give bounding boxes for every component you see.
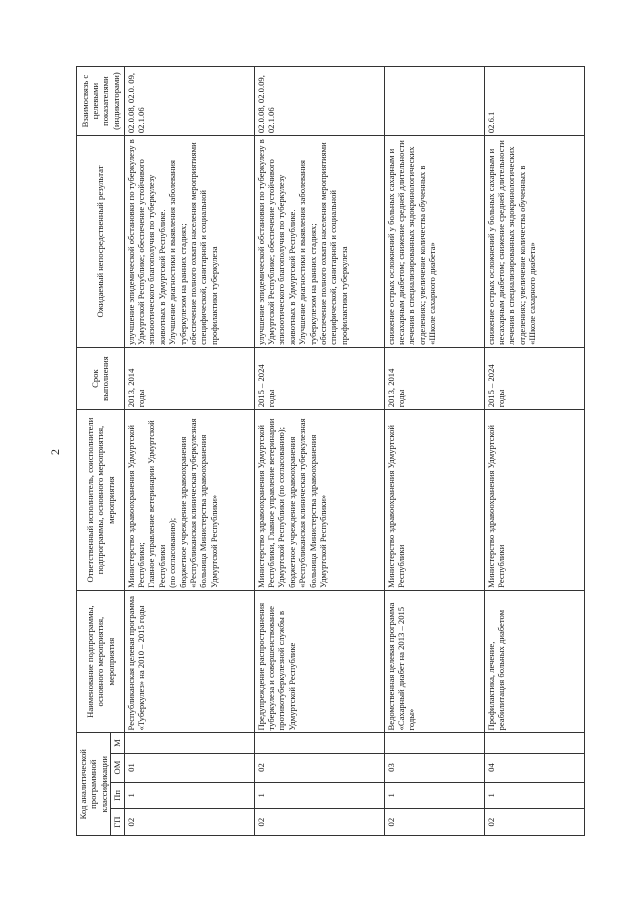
cell-m — [484, 733, 584, 753]
header-result: Ожидаемый непосредственный результат — [77, 136, 125, 348]
cell-om: 02 — [254, 753, 384, 782]
cell-om: 04 — [484, 753, 584, 782]
cell-name: Предупреждение распространения туберкулеза и совершенствование противотуберкулезной службы в Удмуртской Республике — [254, 590, 384, 733]
cell-link: 02.6.1 — [484, 67, 584, 136]
cell-executor: Министерство здравоохранения Удмуртской Республики, Главное управление ветеринарии Удмуртской Республики (по согласованию); бюджетное учреждение здравоохранения «Республиканская клиническая туберкулезная больница Министерства здравоохранения Удмуртской Республики» — [254, 410, 384, 591]
page-number: 2 — [48, 449, 62, 455]
cell-pp: 1 — [254, 782, 384, 809]
cell-om: 01 — [124, 753, 254, 782]
table-row — [254, 67, 384, 836]
header-row-1 — [77, 67, 111, 836]
cell-term: 2013, 2014 годы — [124, 347, 254, 409]
cell-term: 2015 – 2024 годы — [484, 347, 584, 409]
table-row — [484, 67, 584, 836]
cell-link — [384, 67, 484, 136]
cell-pp: 1 — [124, 782, 254, 809]
cell-result: снижение острых осложнений у больных сахарным и несахарным диабетом; снижение средней длительности лечения в специализированных эндокринологических отделениях; увеличение количества обученных в «Школе сахарного диабета» — [484, 136, 584, 348]
cell-result: улучшение эпидемической обстановки по туберкулезу в Удмуртской Республике; обеспечение устойчивого эпизоотического благополучия по туберкулезу животных в Удмуртской Республике. Улучшение диагностики и выявления заболевания туберкулезом на ранних стадиях; обеспечение полного охвата населения мероприятиями специфической, санитарной и социальной профилактики туберкулеза — [124, 136, 254, 348]
cell-gp: 02 — [124, 809, 254, 836]
cell-result: снижение острых осложнений у больных сахарным и несахарным диабетом; снижение средней длительности лечения в специализированных эндокринологических отделениях; увеличение количества обученных в «Школе сахарного диабета» — [384, 136, 484, 348]
cell-name: Ведомственная целевая программа «Сахарный диабет на 2013 – 2015 годы» — [384, 590, 484, 733]
cell-result: улучшение эпидемической обстановки по туберкулезу в Удмуртской Республике; обеспечение устойчивого эпизоотического благополучия по туберкулезу животных в Удмуртской Республике. Улучшение диагностики и выявления заболевания туберкулезом на ранних стадиях; обеспечение полного охвата населения мероприятиями специфической, санитарной и социальной профилактики туберкулеза — [254, 136, 384, 348]
cell-link: 02.0.08, 02.0. 09, 02.1.06 — [124, 67, 254, 136]
table-row — [384, 67, 484, 836]
cell-executor: Министерство здравоохранения Удмуртской Республики; Главное управление ветеринарии Удмуртской Республики (по согласованию); бюджетное учреждение здравоохранения «Республиканская клиническая туберкулезная больница Министерства здравоохранения Удмуртской Республики» — [124, 410, 254, 591]
cell-gp: 02 — [254, 809, 384, 836]
cell-m — [124, 733, 254, 753]
cell-om: 03 — [384, 753, 484, 782]
header-pp: Пп — [111, 782, 124, 809]
header-link: Взаимосвязь с целевыми показателями (индикаторами) — [77, 67, 125, 136]
cell-term: 2015 – 2024 годы — [254, 347, 384, 409]
header-name: Наименование подпрограммы, основного мероприятия, мероприятия — [77, 590, 125, 733]
program-table — [76, 66, 585, 836]
cell-pp: 1 — [484, 782, 584, 809]
cell-gp: 02 — [484, 809, 584, 836]
cell-executor: Министерство здравоохранения Удмуртской Республики — [384, 410, 484, 591]
table-row — [124, 67, 254, 836]
header-term: Срок выполнения — [77, 347, 125, 409]
cell-m — [254, 733, 384, 753]
cell-name: Республиканская целевая программа «Туберкулез» на 2010 – 2015 годы — [124, 590, 254, 733]
header-executor: Ответственный исполнитель, соисполнители подпрограммы, основного мероприятия, мероприятия — [77, 410, 125, 591]
cell-pp: 1 — [384, 782, 484, 809]
cell-name: Профилактика, лечение, реабилитация больных диабетом — [484, 590, 584, 733]
cell-term: 2013, 2014 годы — [384, 347, 484, 409]
cell-gp: 02 — [384, 809, 484, 836]
cell-link: 02.0.08, 02.0.09, 02.1.06 — [254, 67, 384, 136]
cell-m — [384, 733, 484, 753]
cell-executor: Министерство здравоохранения Удмуртской Республики — [484, 410, 584, 591]
rotated-landscape-page — [40, 52, 600, 852]
header-gp: ГП — [111, 809, 124, 836]
header-code-group: Код аналитической программной классификации — [77, 733, 111, 836]
header-m: М — [111, 733, 124, 753]
header-om: ОМ — [111, 753, 124, 782]
